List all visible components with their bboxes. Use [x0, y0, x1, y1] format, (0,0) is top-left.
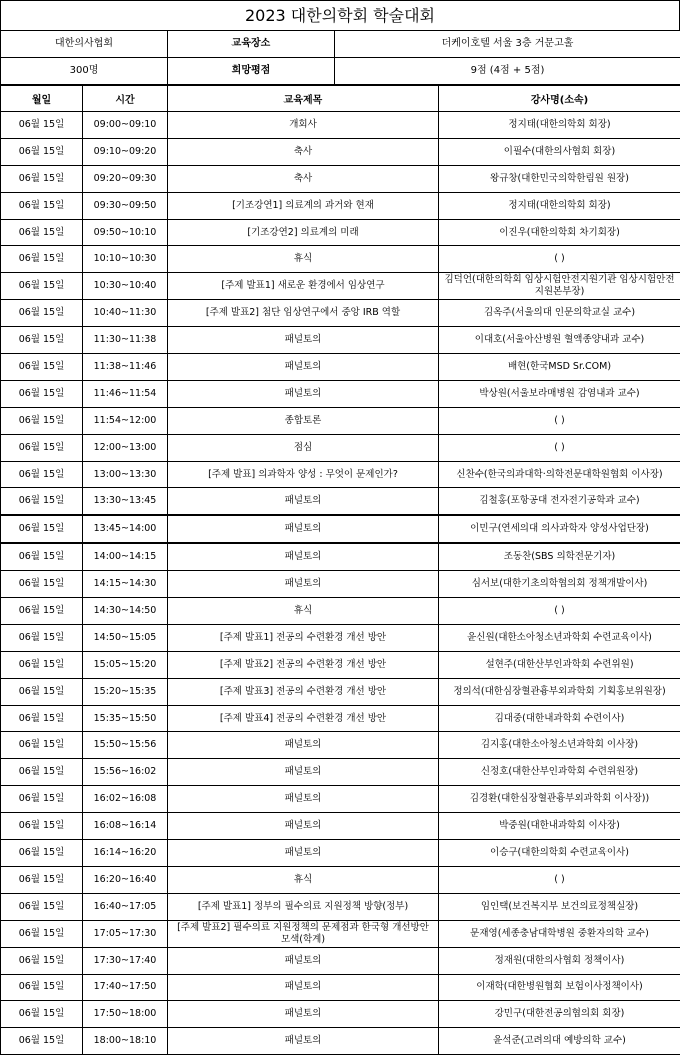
time-cell: 15:05~15:20	[83, 651, 168, 678]
time-cell: 13:30~13:45	[83, 488, 168, 515]
table-row	[1, 138, 680, 165]
topic-header: 교육제목	[168, 86, 439, 112]
table-row	[1, 651, 680, 678]
venue-label: 교육장소	[168, 31, 335, 58]
time-cell: 18:00~18:10	[83, 1028, 168, 1055]
time-cell: 15:56~16:02	[83, 759, 168, 786]
speaker-header: 강사명(소속)	[439, 86, 680, 112]
topic-cell: 패널토의	[168, 571, 439, 598]
time-cell: 16:40~17:05	[83, 893, 168, 920]
time-cell: 10:40~11:30	[83, 300, 168, 327]
table-row	[1, 705, 680, 732]
date-cell: 06월 15일	[1, 273, 83, 300]
date-cell: 06월 15일	[1, 246, 83, 273]
speaker-cell: 김대중(대한내과학회 수련이사)	[439, 705, 680, 732]
date-cell: 06월 15일	[1, 1028, 83, 1055]
time-cell: 14:50~15:05	[83, 624, 168, 651]
date-cell: 06월 15일	[1, 920, 83, 947]
speaker-cell: 김덕언(대한의학회 임상시험안전지원기관 임상시험안전지원본부장)	[439, 273, 680, 300]
table-row	[1, 165, 680, 192]
topic-cell: [주제 발표] 의과학자 양성 : 무엇이 문제인가?	[168, 461, 439, 488]
topic-cell: 패널토의	[168, 1028, 439, 1055]
topic-cell: 휴식	[168, 866, 439, 893]
date-cell: 06월 15일	[1, 598, 83, 625]
table-row	[1, 1001, 680, 1028]
table-row	[1, 840, 680, 867]
speaker-cell: 배현(한국MSD Sr.COM)	[439, 354, 680, 381]
speaker-cell: 정지태(대한의학회 회장)	[439, 192, 680, 219]
table-row	[1, 732, 680, 759]
date-cell: 06월 15일	[1, 678, 83, 705]
topic-cell: [주제 발표4] 전공의 수련환경 개선 방안	[168, 705, 439, 732]
table-row	[1, 920, 680, 947]
topic-cell: 패널토의	[168, 543, 439, 570]
table-row	[1, 327, 680, 354]
speaker-cell: 왕규창(대한민국의학한림원 원장)	[439, 165, 680, 192]
time-cell: 14:00~14:15	[83, 543, 168, 570]
speaker-cell: 김철홍(포항공대 전자전기공학과 교수)	[439, 488, 680, 515]
table-row	[1, 354, 680, 381]
topic-cell: 패널토의	[168, 327, 439, 354]
topic-cell: [기조강연1] 의료계의 과거와 현재	[168, 192, 439, 219]
topic-cell: [주제 발표3] 전공의 수련환경 개선 방안	[168, 678, 439, 705]
table-row	[1, 543, 680, 570]
table-row	[1, 678, 680, 705]
speaker-cell: ( )	[439, 434, 680, 461]
date-cell: 06월 15일	[1, 1001, 83, 1028]
schedule-header-row	[1, 86, 680, 112]
date-cell: 06월 15일	[1, 380, 83, 407]
topic-cell: 휴식	[168, 598, 439, 625]
credits-label: 희망평점	[168, 58, 335, 85]
page-title: 2023 대한의학회 학술대회	[0, 0, 680, 30]
table-row	[1, 813, 680, 840]
time-cell: 11:38~11:46	[83, 354, 168, 381]
speaker-cell: 박중원(대한내과학회 이사장)	[439, 813, 680, 840]
time-cell: 17:30~17:40	[83, 947, 168, 974]
topic-cell: 개회사	[168, 112, 439, 139]
time-cell: 09:50~10:10	[83, 219, 168, 246]
date-cell: 06월 15일	[1, 732, 83, 759]
table-row	[1, 273, 680, 300]
topic-cell: 축사	[168, 138, 439, 165]
speaker-cell: 설현주(대한산부인과학회 수련위원)	[439, 651, 680, 678]
date-cell: 06월 15일	[1, 327, 83, 354]
date-cell: 06월 15일	[1, 571, 83, 598]
time-cell: 14:15~14:30	[83, 571, 168, 598]
date-cell: 06월 15일	[1, 461, 83, 488]
date-cell: 06월 15일	[1, 488, 83, 515]
attendance-cell: 300명	[1, 58, 168, 85]
topic-cell: [주제 발표2] 필수의료 지원정책의 문제점과 한국형 개선방안 모색(학계)	[168, 920, 439, 947]
table-row	[1, 759, 680, 786]
table-row	[1, 380, 680, 407]
schedule-table	[0, 85, 680, 1055]
table-row	[1, 866, 680, 893]
speaker-cell: 신정호(대한산부인과학회 수련위원장)	[439, 759, 680, 786]
topic-cell: 패널토의	[168, 488, 439, 515]
time-cell: 10:10~10:30	[83, 246, 168, 273]
table-row	[1, 461, 680, 488]
topic-cell: [주제 발표1] 전공의 수련환경 개선 방안	[168, 624, 439, 651]
date-cell: 06월 15일	[1, 624, 83, 651]
table-row	[1, 974, 680, 1001]
date-cell: 06월 15일	[1, 866, 83, 893]
time-cell: 10:30~10:40	[83, 273, 168, 300]
venue-value: 더케이호텔 서울 3층 거문고홀	[335, 31, 680, 58]
date-cell: 06월 15일	[1, 705, 83, 732]
topic-cell: [주제 발표2] 전공의 수련환경 개선 방안	[168, 651, 439, 678]
date-cell: 06월 15일	[1, 434, 83, 461]
date-header: 월일	[1, 86, 83, 112]
info-row-credits	[1, 58, 680, 85]
topic-cell: [기조강연2] 의료계의 미래	[168, 219, 439, 246]
topic-cell: [주제 발표2] 첨단 임상연구에서 중앙 IRB 역할	[168, 300, 439, 327]
topic-cell: 점심	[168, 434, 439, 461]
date-cell: 06월 15일	[1, 543, 83, 570]
table-row	[1, 434, 680, 461]
speaker-cell: 김옥주(서울의대 인문의학교실 교수)	[439, 300, 680, 327]
host-cell: 대한의사협회	[1, 31, 168, 58]
date-cell: 06월 15일	[1, 974, 83, 1001]
table-row	[1, 624, 680, 651]
table-row	[1, 786, 680, 813]
topic-cell: 패널토의	[168, 813, 439, 840]
time-cell: 13:45~14:00	[83, 515, 168, 543]
date-cell: 06월 15일	[1, 138, 83, 165]
table-row	[1, 488, 680, 515]
time-cell: 17:40~17:50	[83, 974, 168, 1001]
topic-cell: 패널토의	[168, 759, 439, 786]
date-cell: 06월 15일	[1, 192, 83, 219]
table-row	[1, 571, 680, 598]
schedule-body	[1, 112, 680, 1055]
time-cell: 09:00~09:10	[83, 112, 168, 139]
speaker-cell: 정재원(대한의사협회 정책이사)	[439, 947, 680, 974]
date-cell: 06월 15일	[1, 300, 83, 327]
speaker-cell: 이승구(대한의학회 수련교육이사)	[439, 840, 680, 867]
date-cell: 06월 15일	[1, 515, 83, 543]
time-cell: 16:02~16:08	[83, 786, 168, 813]
speaker-cell: 문재영(세종충남대학병원 중환자의학 교수)	[439, 920, 680, 947]
topic-cell: 패널토의	[168, 354, 439, 381]
info-row-venue	[1, 31, 680, 58]
time-cell: 16:20~16:40	[83, 866, 168, 893]
speaker-cell: ( )	[439, 866, 680, 893]
time-cell: 15:20~15:35	[83, 678, 168, 705]
table-row	[1, 598, 680, 625]
time-cell: 12:00~13:00	[83, 434, 168, 461]
time-cell: 09:20~09:30	[83, 165, 168, 192]
time-cell: 15:35~15:50	[83, 705, 168, 732]
time-cell: 11:30~11:38	[83, 327, 168, 354]
table-row	[1, 893, 680, 920]
date-cell: 06월 15일	[1, 813, 83, 840]
table-row	[1, 300, 680, 327]
table-row	[1, 219, 680, 246]
speaker-cell: 신찬수(한국의과대학·의학전문대학원협회 이사장)	[439, 461, 680, 488]
date-cell: 06월 15일	[1, 893, 83, 920]
time-cell: 17:05~17:30	[83, 920, 168, 947]
table-row	[1, 947, 680, 974]
topic-cell: [주제 발표1] 새로운 환경에서 임상연구	[168, 273, 439, 300]
date-cell: 06월 15일	[1, 651, 83, 678]
speaker-cell: 박상원(서울보라매병원 감염내과 교수)	[439, 380, 680, 407]
date-cell: 06월 15일	[1, 759, 83, 786]
speaker-cell: 강민구(대한전공의협의회 회장)	[439, 1001, 680, 1028]
table-row	[1, 246, 680, 273]
time-cell: 17:50~18:00	[83, 1001, 168, 1028]
topic-cell: 패널토의	[168, 380, 439, 407]
time-cell: 16:14~16:20	[83, 840, 168, 867]
date-cell: 06월 15일	[1, 407, 83, 434]
topic-cell: 패널토의	[168, 732, 439, 759]
time-cell: 11:46~11:54	[83, 380, 168, 407]
topic-cell: 휴식	[168, 246, 439, 273]
speaker-cell: 이필수(대한의사협회 회장)	[439, 138, 680, 165]
time-cell: 15:50~15:56	[83, 732, 168, 759]
topic-cell: 종합토론	[168, 407, 439, 434]
topic-cell: 패널토의	[168, 947, 439, 974]
time-cell: 16:08~16:14	[83, 813, 168, 840]
time-cell: 09:10~09:20	[83, 138, 168, 165]
speaker-cell: 조동찬(SBS 의학전문기자)	[439, 543, 680, 570]
time-header: 시간	[83, 86, 168, 112]
topic-cell: 패널토의	[168, 1001, 439, 1028]
date-cell: 06월 15일	[1, 840, 83, 867]
speaker-cell: 김경환(대한심장혈관흉부외과학회 이사장))	[439, 786, 680, 813]
speaker-cell: 이재학(대한병원협회 보험이사정책이사)	[439, 974, 680, 1001]
speaker-cell: ( )	[439, 407, 680, 434]
table-row	[1, 515, 680, 543]
topic-cell: 패널토의	[168, 786, 439, 813]
speaker-cell: 임인택(보건복지부 보건의료정책실장)	[439, 893, 680, 920]
speaker-cell: ( )	[439, 598, 680, 625]
date-cell: 06월 15일	[1, 112, 83, 139]
speaker-cell: 정의석(대한심장혈관흉부외과학회 기획홍보위원장)	[439, 678, 680, 705]
speaker-cell: 김지홍(대한소아청소년과학회 이사장)	[439, 732, 680, 759]
speaker-cell: 이대호(서울아산병원 혈액종양내과 교수)	[439, 327, 680, 354]
date-cell: 06월 15일	[1, 947, 83, 974]
table-row	[1, 407, 680, 434]
topic-cell: 패널토의	[168, 515, 439, 543]
date-cell: 06월 15일	[1, 786, 83, 813]
time-cell: 14:30~14:50	[83, 598, 168, 625]
time-cell: 09:30~09:50	[83, 192, 168, 219]
table-row	[1, 112, 680, 139]
date-cell: 06월 15일	[1, 165, 83, 192]
time-cell: 13:00~13:30	[83, 461, 168, 488]
speaker-cell: 이진우(대한의학회 차기회장)	[439, 219, 680, 246]
info-table	[0, 30, 680, 85]
speaker-cell: 윤신원(대한소아청소년과학회 수련교육이사)	[439, 624, 680, 651]
speaker-cell: 이민구(연세의대 의사과학자 양성사업단장)	[439, 515, 680, 543]
table-row	[1, 192, 680, 219]
topic-cell: 패널토의	[168, 840, 439, 867]
topic-cell: 패널토의	[168, 974, 439, 1001]
speaker-cell: 심서보(대한기초의학협의회 정책개발이사)	[439, 571, 680, 598]
speaker-cell: 윤석준(고려의대 예방의학 교수)	[439, 1028, 680, 1055]
credits-value: 9점 (4점 + 5점)	[335, 58, 680, 85]
topic-cell: [주제 발표1] 정부의 필수의료 지원정책 방향(정부)	[168, 893, 439, 920]
date-cell: 06월 15일	[1, 354, 83, 381]
topic-cell: 축사	[168, 165, 439, 192]
time-cell: 11:54~12:00	[83, 407, 168, 434]
speaker-cell: 정지태(대한의학회 회장)	[439, 112, 680, 139]
speaker-cell: ( )	[439, 246, 680, 273]
date-cell: 06월 15일	[1, 219, 83, 246]
